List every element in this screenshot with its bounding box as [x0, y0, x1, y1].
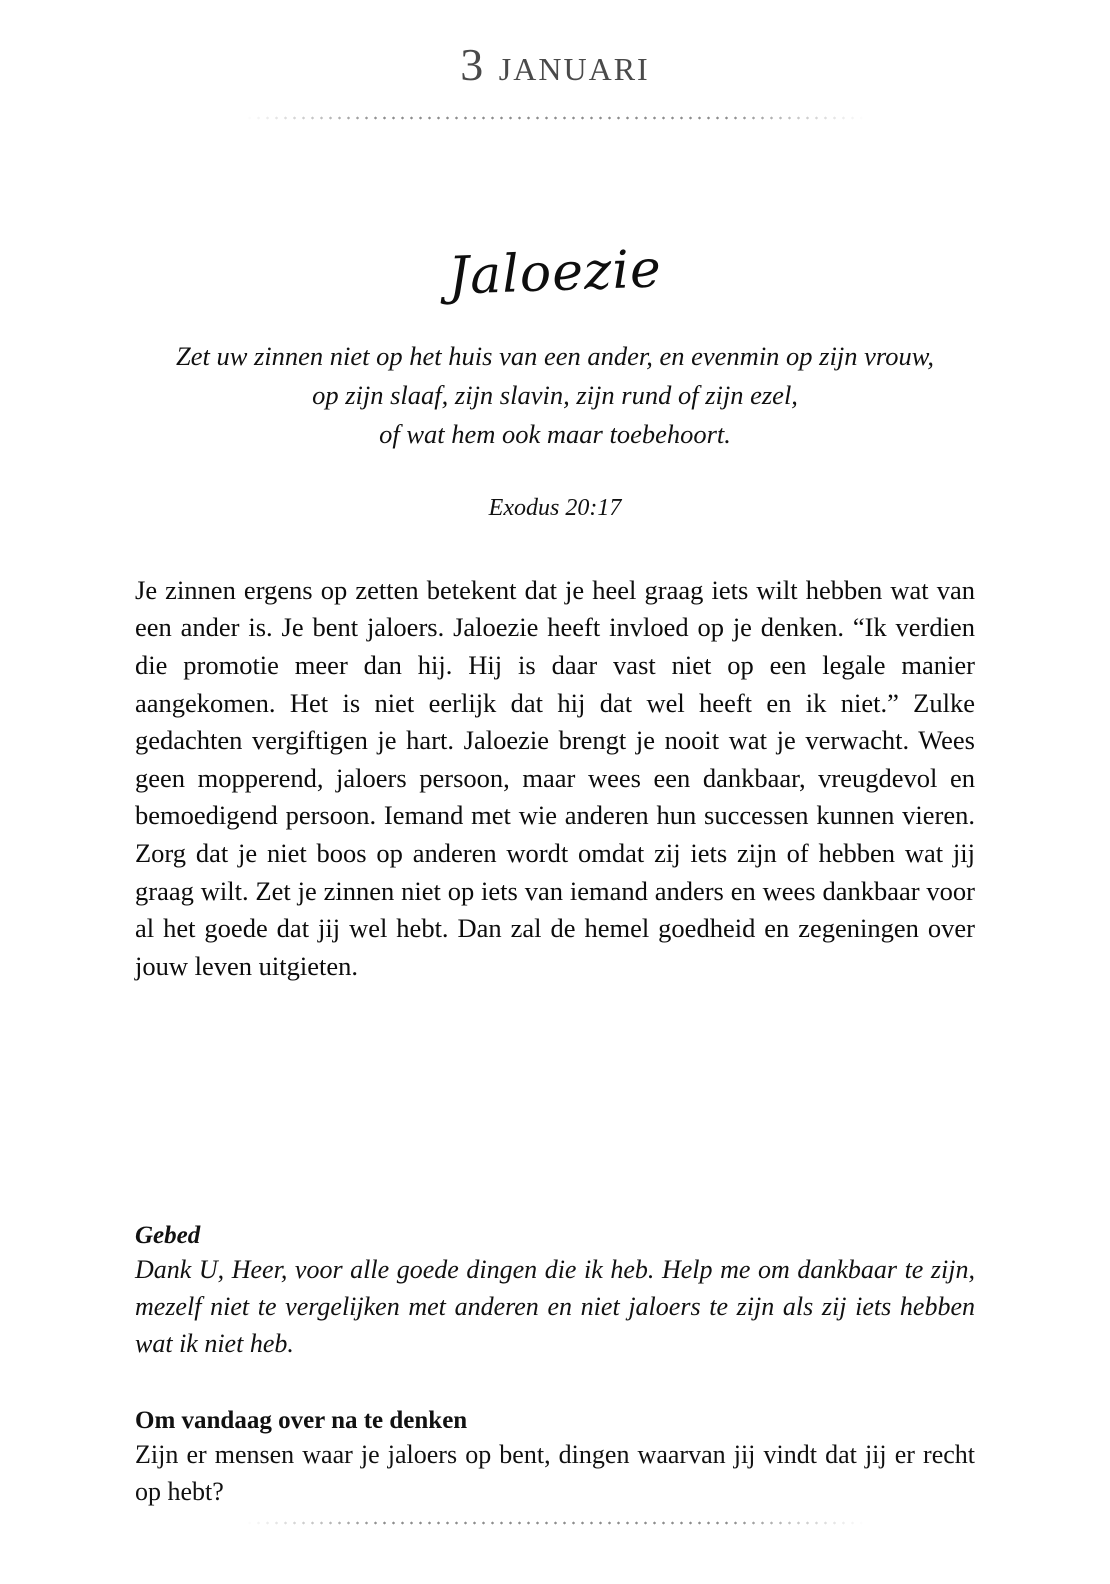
prayer-text: Dank U, Heer, voor alle goede dingen die ik heb. Help me om dankbaar te zijn, mezelf niet te vergelijken met anderen en niet jaloers te zijn als zij iets hebben wat ik niet heb. — [135, 1255, 975, 1358]
prayer-heading: Gebed — [135, 1222, 201, 1250]
verse-line: of wat hem ook maar toebehoort. — [379, 419, 731, 450]
verse-line: Zet uw zinnen niet op het huis van een ander, en evenmin op zijn vrouw, — [175, 341, 935, 371]
header-divider — [245, 113, 865, 123]
prayer-section — [135, 1222, 975, 1363]
page-footer — [0, 1518, 1110, 1528]
reflection-text: Zijn er mensen waar je jaloers op bent, dingen waarvan jij vindt dat jij er recht op hebt? — [135, 1439, 975, 1506]
content-column — [135, 123, 975, 1511]
scripture-reference: Exodus 20:17 — [488, 494, 622, 521]
dotted-rule-icon — [245, 1521, 865, 1525]
devotion-title: Jaloezie — [447, 239, 663, 307]
reflection-heading: Om vandaag over na te denken — [135, 1406, 468, 1434]
scripture-verse — [135, 337, 975, 455]
footer-divider — [245, 1518, 865, 1528]
devotion-body: Je zinnen ergens op zetten betekent dat je heel graag iets wilt hebben wat van een ander is. Je bent jaloers. Jaloezie heeft invloed op je denken. “Ik verdien die promotie meer dan hij. Hij is daar vast niet op een legale manier aangekomen. Het is niet eerlijk dat hij dat wel heeft en ik niet.” Zulke gedachten vergiftigen je hart. Jaloezie brengt je nooit wat je verwacht. Wees geen mopperend, jaloers persoon, maar wees een dankbaar, vreugdevol en bemoedigend persoon. Iemand met wie anderen hun successen kunnen vieren. Zorg dat je niet boos op anderen wordt omdat zij iets zijn of hebben wat jij graag wilt. Zet je zinnen niet op iets van iemand anders en wees dankbaar voor al het goede dat jij wel hebt. Dan zal de hemel goedheid en zegeningen over jouw leven uitgieten. — [135, 574, 975, 981]
page-title: 3 januari — [460, 39, 650, 90]
reflection-section — [135, 1407, 975, 1511]
dotted-rule-icon — [245, 116, 865, 120]
section-spacer — [135, 1363, 975, 1407]
verse-line: op zijn slaaf, zijn slavin, zijn rund of zijn ezel, — [312, 380, 798, 411]
content-spacer — [135, 1012, 975, 1222]
page-header — [0, 0, 1110, 123]
